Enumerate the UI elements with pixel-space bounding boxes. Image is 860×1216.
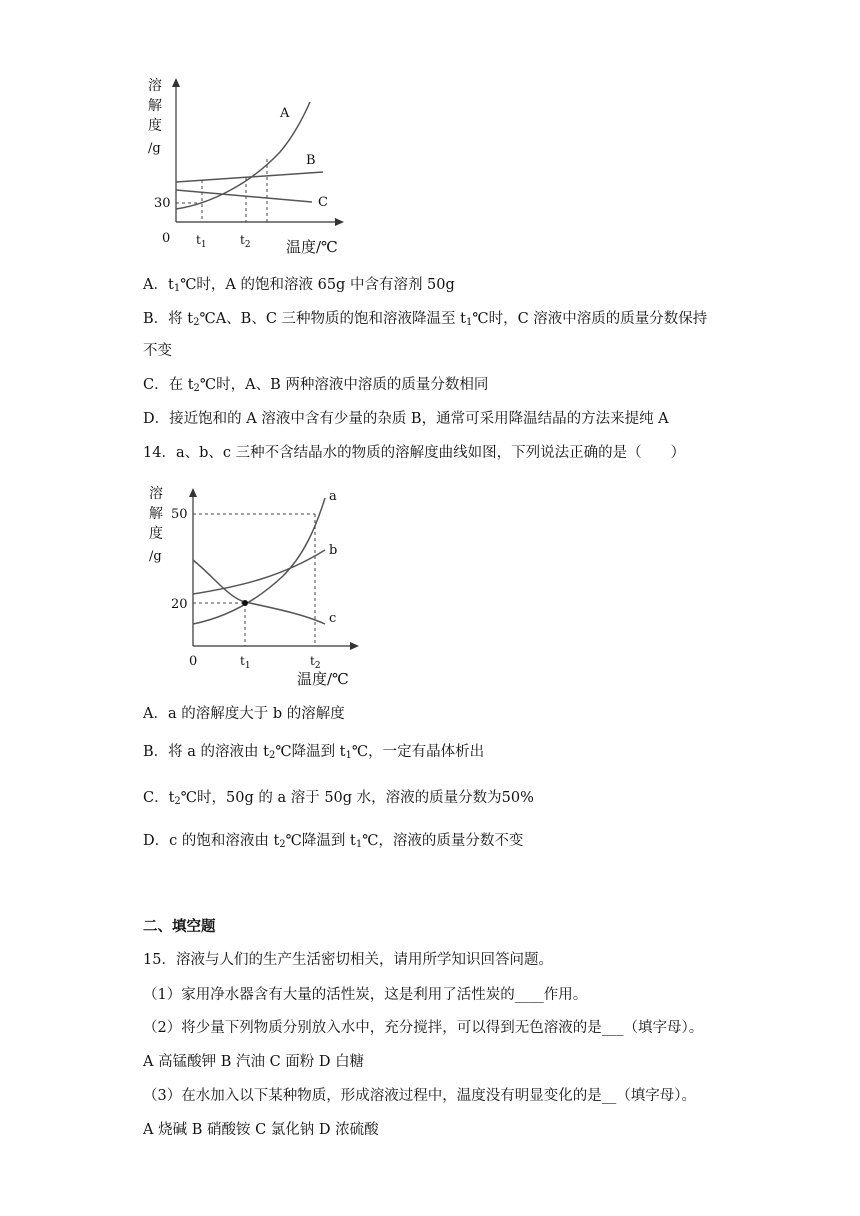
chart2-ytick-20: 20 <box>171 597 188 612</box>
chart1-xlabel: 温度/℃ <box>286 238 338 256</box>
chart2-label-b: b <box>329 543 338 558</box>
chart1-label-a: A <box>280 106 290 121</box>
q13-option-a: A．$t_1℃$时，A 的饱和溶液 65g 中含有溶剂 50g <box>143 277 455 294</box>
chart2-curve-c <box>193 560 325 624</box>
chart1-curve-c <box>176 190 312 202</box>
chart1-ylabel-1: 溶 <box>148 78 162 94</box>
q15-part-2-options: A 高锰酸钾 B 汽油 C 面粉 D 白糖 <box>143 1054 365 1070</box>
q13-option-d: D．接近饱和的 A 溶液中含有少量的杂质 B，通常可采用降温结晶的方法来提纯 A <box>143 411 669 427</box>
chart2-xlabel: 温度/℃ <box>297 670 349 688</box>
chart2-y-arrow <box>189 488 197 497</box>
q14-option-a: A．a 的溶解度大于 b 的溶解度 <box>143 706 345 722</box>
section-heading: 二、填空题 <box>143 918 216 935</box>
chart2-curve-b <box>193 550 325 594</box>
chart2-ylabel-1: 溶 <box>149 486 163 502</box>
chart2-label-c: c <box>329 611 337 626</box>
chart1-ylabel-3: 度 <box>148 118 162 134</box>
chart1-ylabel-4: /g <box>148 141 161 156</box>
chart2-origin: 0 <box>189 654 198 669</box>
chart1-xtick-t2: $t_2$ <box>240 233 251 250</box>
q15-part-3-options: A 烧碱 B 硝酸铵 C 氯化钠 D 浓硫酸 <box>143 1122 379 1138</box>
chart1-origin: 0 <box>162 231 171 246</box>
chart2-ylabel-2: 解 <box>149 506 163 522</box>
q15-part-2: （2）将少量下列物质分别放入水中，充分搅拌，可以得到无色溶液的是___（填字母）。 <box>143 1020 704 1036</box>
chart2-ylabel-4: /g <box>149 549 162 564</box>
chart2-xtick-t1: $t_1$ <box>240 654 251 671</box>
q13-option-c: C．在 $t_2℃$时，A、B 两种溶液中溶质的质量分数相同 <box>143 377 489 394</box>
chart1-ytick-30: 30 <box>154 196 171 211</box>
chart1-label-b: B <box>306 153 316 168</box>
q13-option-b-line1: B．将 $t_2℃A$、B、C 三种物质的饱和溶液降温至 $t_1℃$时，C 溶液中溶质的质量分数保持 <box>143 311 708 328</box>
q14-option-b: B．将 a 的溶液由 $t_2℃$降温到 $t_1℃$，一定有晶体析出 <box>143 744 485 761</box>
chart2-ylabel-3: 度 <box>149 526 163 542</box>
chart1-curve-b <box>176 172 323 182</box>
chart2-intersection-point <box>242 600 248 606</box>
q14-option-c: C．$t_2℃$时，50g 的 a 溶于 50g 水，溶液的质量分数为50% <box>143 790 534 807</box>
chart1-y-arrow <box>172 78 180 87</box>
q15-part-3: （3）在水加入以下某种物质，形成溶液过程中，温度没有明显变化的是__（填字母）。 <box>143 1088 696 1104</box>
q15-stem: 15．溶液与人们的生产生活密切相关，请用所学知识回答问题。 <box>143 952 553 968</box>
q15-part-1: （1）家用净水器含有大量的活性炭，这是利用了活性炭的____作用。 <box>143 987 588 1003</box>
chart1-x-arrow <box>335 218 344 226</box>
chart1-label-c: C <box>318 195 328 210</box>
solubility-chart-1 <box>140 72 360 262</box>
chart2-xtick-t2: $t_2$ <box>310 654 321 671</box>
chart2-label-a: a <box>329 489 337 504</box>
q13-option-b-line2: 不变 <box>143 343 172 359</box>
q14-option-d: D．c 的饱和溶液由 $t_2℃$降温到 $t_1℃$，溶液的质量分数不变 <box>143 833 524 850</box>
chart2-x-arrow <box>350 642 359 650</box>
solubility-chart-2 <box>143 480 373 690</box>
chart2-ytick-50: 50 <box>171 507 188 522</box>
chart1-ylabel-2: 解 <box>148 98 162 114</box>
q14-stem: 14．a、b、c 三种不含结晶水的物质的溶解度曲线如图，下列说法正确的是（ ） <box>143 445 686 461</box>
chart1-xtick-t1: $t_1$ <box>196 233 207 250</box>
chart1-curve-a <box>176 102 310 209</box>
